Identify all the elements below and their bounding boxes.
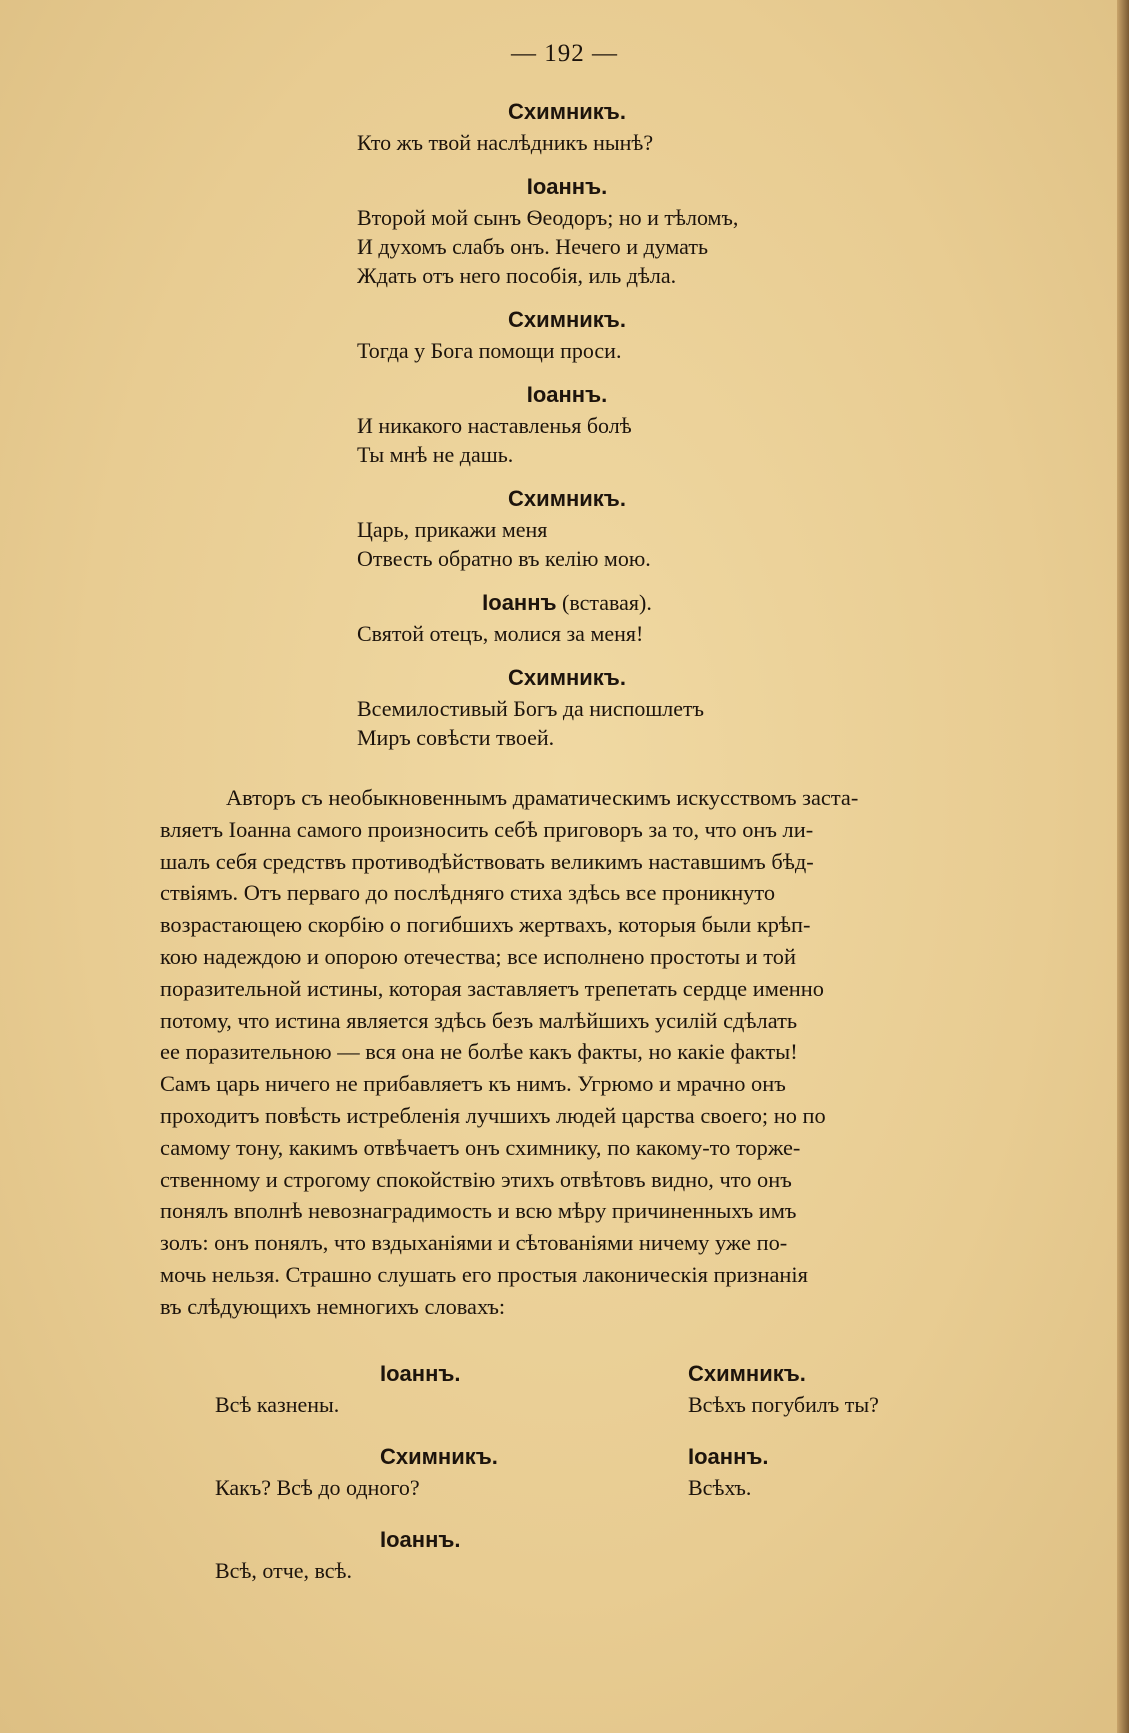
verse-line: Отвесть обратно въ келію мою.: [357, 546, 651, 571]
dialogue-speech: [688, 1441, 988, 1502]
left-column: [215, 1358, 595, 1607]
dialogue-speech: [215, 1524, 595, 1585]
prose-line: въ слѣдующихъ немногихъ словахъ:: [160, 1293, 506, 1319]
page-binding-edge: [1117, 0, 1129, 1733]
prose-line: кою надеждою и опорою отечества; все исполнено простоты и той: [160, 943, 796, 969]
right-column: [688, 1358, 988, 1524]
verse-line: Царь, прикажи меня: [357, 517, 548, 542]
speaker-name: Іоаннъ.: [526, 174, 608, 199]
speaker-name: Схимникъ.: [688, 1361, 806, 1386]
prose-line: мочь нельзя. Страшно слушать его простыя лаконическія признанія: [160, 1261, 808, 1287]
prose-paragraph: [160, 782, 1065, 1323]
verse-line: Всѣхъ погубилъ ты?: [688, 1392, 879, 1417]
speaker-name: Іоаннъ.: [526, 382, 608, 407]
dialogue-speech: [215, 1358, 595, 1419]
stage-direction: (вставая).: [556, 590, 652, 615]
prose-line: Авторъ съ необыкновеннымъ драматическимъ искусствомъ заста-: [226, 785, 859, 810]
dialogue-speech: [688, 1358, 988, 1419]
verse-line: Всѣхъ.: [688, 1475, 752, 1500]
verse-line: Всемилостивый Богъ да ниспошлетъ: [357, 696, 705, 721]
prose-line: ее поразительною — вся она не болѣе какъ факты, но какіе факты!: [160, 1039, 798, 1065]
verse-line: Всѣ, отче, всѣ.: [215, 1558, 353, 1583]
prose-line: потому, что истина является здѣсь безъ малѣйшихъ усилій сдѣлать: [160, 1007, 798, 1033]
prose-text: [160, 782, 1065, 1323]
verse-line: Кто жъ твой наслѣдникъ нынѣ?: [357, 130, 654, 155]
verse-line: Святой отецъ, молися за меня!: [357, 621, 644, 646]
dialogue-speech: [357, 171, 917, 290]
dialogue-speech: [357, 662, 917, 752]
speaker-name: Іоаннъ (вставая).: [482, 590, 652, 615]
prose-line: ственному и строгому спокойствію этихъ отвѣтовъ видно, что онъ: [160, 1166, 792, 1192]
prose-line: самому тону, какимъ отвѣчаетъ онъ схимнику, по какому-то торже-: [160, 1134, 801, 1160]
prose-line: Самъ царь ничего не прибавляетъ къ нимъ. Угрюмо и мрачно онъ: [160, 1071, 786, 1097]
prose-line: вляетъ Іоанна самого произносить себѣ приговоръ за то, что онъ ли-: [160, 816, 814, 842]
speaker-name: Схимникъ.: [508, 486, 626, 511]
speaker-name: Іоаннъ.: [380, 1361, 461, 1386]
speaker-name: Схимникъ.: [508, 307, 626, 332]
prose-line: ствіямъ. Отъ перваго до послѣдняго стиха здѣсь все проникнуто: [160, 880, 776, 906]
verse-line: Ты мнѣ не дашь.: [357, 442, 514, 467]
verse-line: Ждать отъ него пособія, иль дѣла.: [357, 263, 677, 288]
verse-line: Какъ? Всѣ до одного?: [215, 1475, 420, 1500]
verse-line: Всѣ казнены.: [215, 1392, 340, 1417]
verse-dialogue: [357, 96, 917, 766]
verse-line: И духомъ слабъ онъ. Нечего и думать: [357, 234, 709, 259]
page-number: — 192 —: [511, 40, 618, 67]
speaker-name: Схимникъ.: [380, 1444, 498, 1469]
dialogue-speech: [215, 1441, 595, 1502]
prose-line: проходитъ повѣсть истребленія лучшихъ людей царства своего; но по: [160, 1102, 826, 1128]
prose-line: шалъ себя средствъ противодѣйствовать великимъ наставшимъ бѣд-: [160, 848, 814, 874]
dialogue-speech: [357, 304, 917, 365]
prose-line: понялъ вполнѣ невознаградимость и всю мѣру причиненныхъ имъ: [160, 1198, 797, 1224]
prose-line: поразительной истины, которая заставляетъ трепетать сердце именно: [160, 975, 824, 1001]
dialogue-speech: [357, 379, 917, 469]
prose-line: возрастающею скорбію о погибшихъ жертвахъ, которыя были крѣп-: [160, 912, 811, 938]
verse-line: Второй мой сынъ Ѳеодоръ; но и тѣломъ,: [357, 205, 739, 230]
dialogue-speech: [357, 587, 917, 648]
speaker-name: Іоаннъ.: [688, 1444, 769, 1469]
speaker-name: Іоаннъ.: [380, 1527, 461, 1552]
verse-line: Тогда у Бога помощи проси.: [357, 338, 622, 363]
speaker-name: Схимникъ.: [508, 99, 626, 124]
dialogue-speech: [357, 483, 917, 573]
verse-line: И никакого наставленья болѣ: [357, 413, 632, 438]
dialogue-speech: [357, 96, 917, 157]
verse-line: Миръ совѣсти твоей.: [357, 725, 555, 750]
prose-line: золъ: онъ понялъ, что вздыханіями и сѣтованіями ничему уже по-: [160, 1230, 788, 1256]
speaker-name: Схимникъ.: [508, 665, 626, 690]
